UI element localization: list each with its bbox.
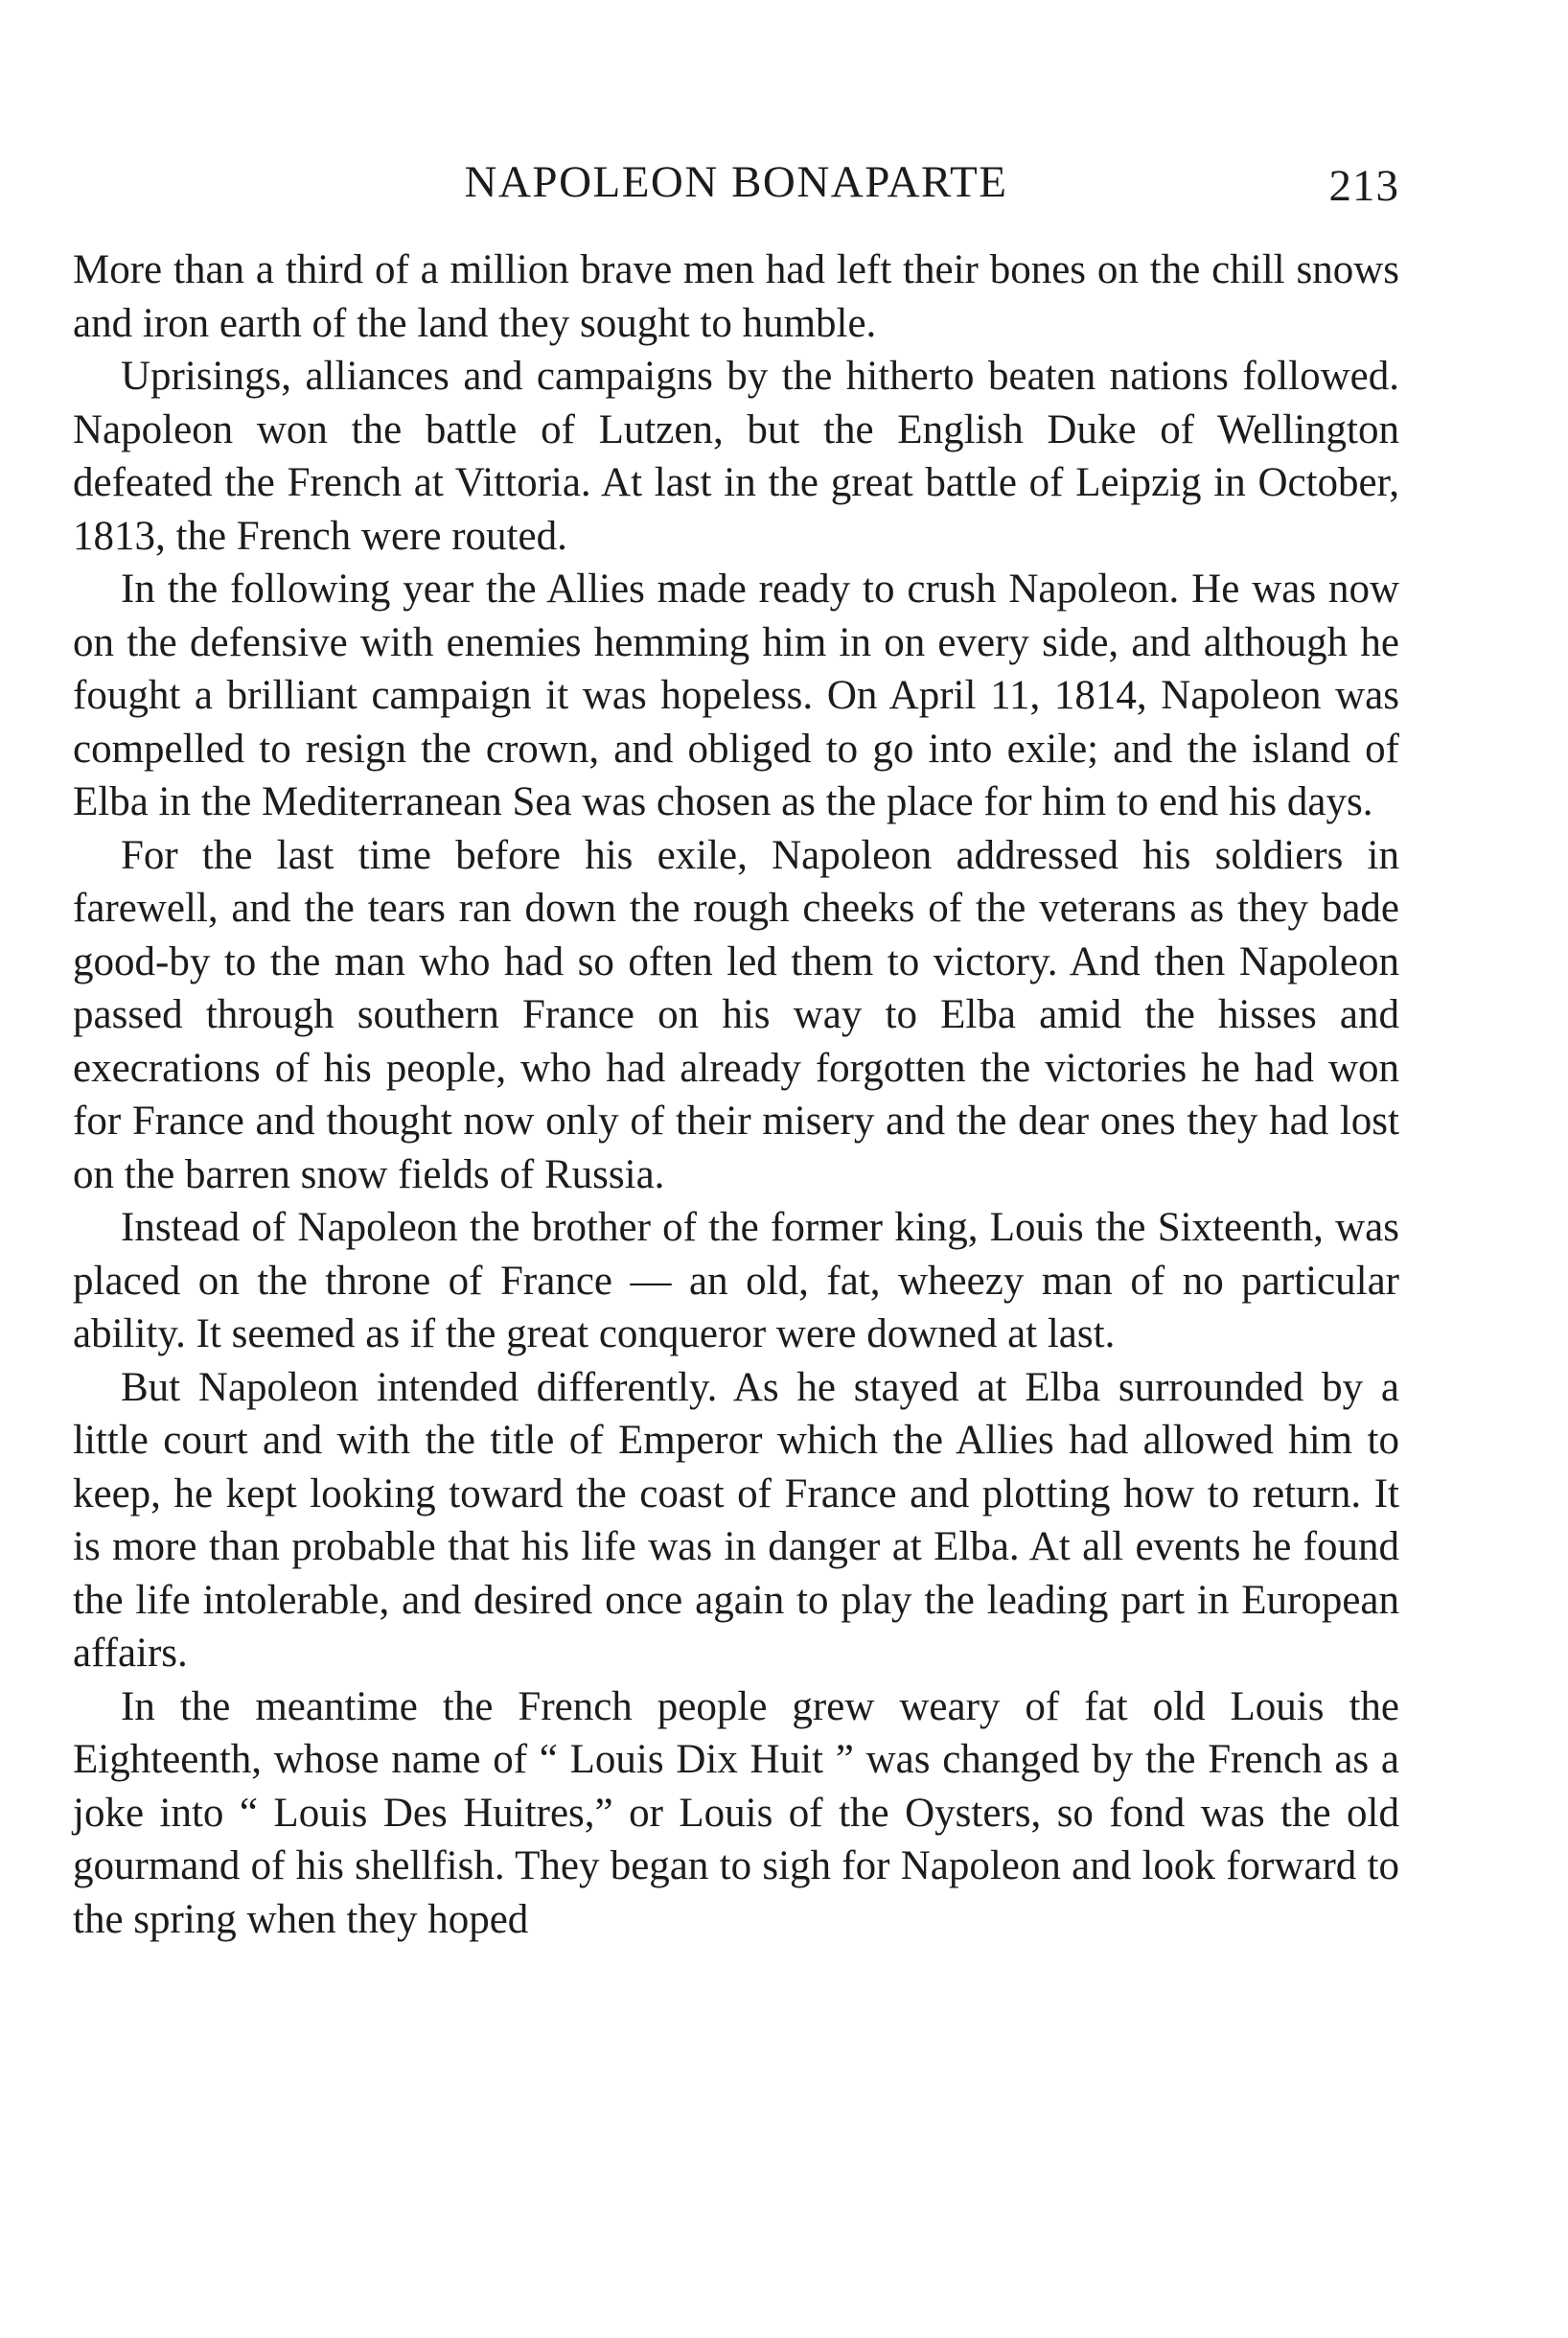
page-number: 213 xyxy=(1328,161,1399,211)
paragraph-continued: More than a third of a million brave men had left their bones on the chill snows and iron earth of the land they sought to humble. xyxy=(73,247,1399,346)
paragraph-louis-oysters: In the meantime the French people grew weary of fat old Louis the Eighteenth, whose name of “ Louis Dix Huit ” was changed by the French as a joke into “ Louis Des Huitres,” or Louis of the Oysters, so fond was the old gourmand of his shellfish. They began to sigh for Napoleon and look forward to the spring when they hoped xyxy=(73,1683,1399,1942)
paragraph-uprisings: Uprisings, alliances and campaigns by the hitherto beaten nations followed. Napoleon won the battle of Lutzen, but the English Duke of Wellington defeated the French at Vittoria. At last in the great battle of Leipzig in October, 1813, the French were routed. xyxy=(73,354,1399,559)
paragraph-louis-throne: Instead of Napoleon the brother of the former king, Louis the Sixteenth, was placed on the throne of France — an old, fat, wheezy man of no particular ability. It seemed as if the great conqueror were downed at last. xyxy=(73,1205,1399,1356)
paragraph-elba: But Napoleon intended differently. As he stayed at Elba surrounded by a little court and with the title of Emperor which the Allies had allowed him to keep, he kept looking toward the coast of France and plotting how to return. It is more than probable that his life was in danger at Elba. At all events he found the life intolerable, and desired once again to play the leading part in European affairs. xyxy=(73,1364,1399,1676)
running-title: NAPOLEON BONAPARTE xyxy=(464,157,1008,207)
paragraph-farewell: For the last time before his exile, Napoleon addressed his soldiers in farewell, and the tears ran down the rough cheeks of the veterans as they bade good-by to the man who had so often led them to victory. And then Napoleon passed through southern France on his way to Elba amid the hisses and execrations of his people, who had already forgotten the victories he had won for France and thought now only of their misery and the dear ones they had lost on the barren snow fields of Russia. xyxy=(73,832,1399,1197)
body-text xyxy=(73,243,1399,1946)
paragraph-exile: In the following year the Allies made ready to crush Napoleon. He was now on the defensive with enemies hemming him in on every side, and although he fought a brilliant campaign it was hopeless. On April 11, 1814, Napoleon was compelled to resign the crown, and obliged to go into exile; and the island of Elba in the Mediterranean Sea was chosen as the place for him to end his days. xyxy=(73,567,1399,824)
running-head xyxy=(73,153,1399,211)
